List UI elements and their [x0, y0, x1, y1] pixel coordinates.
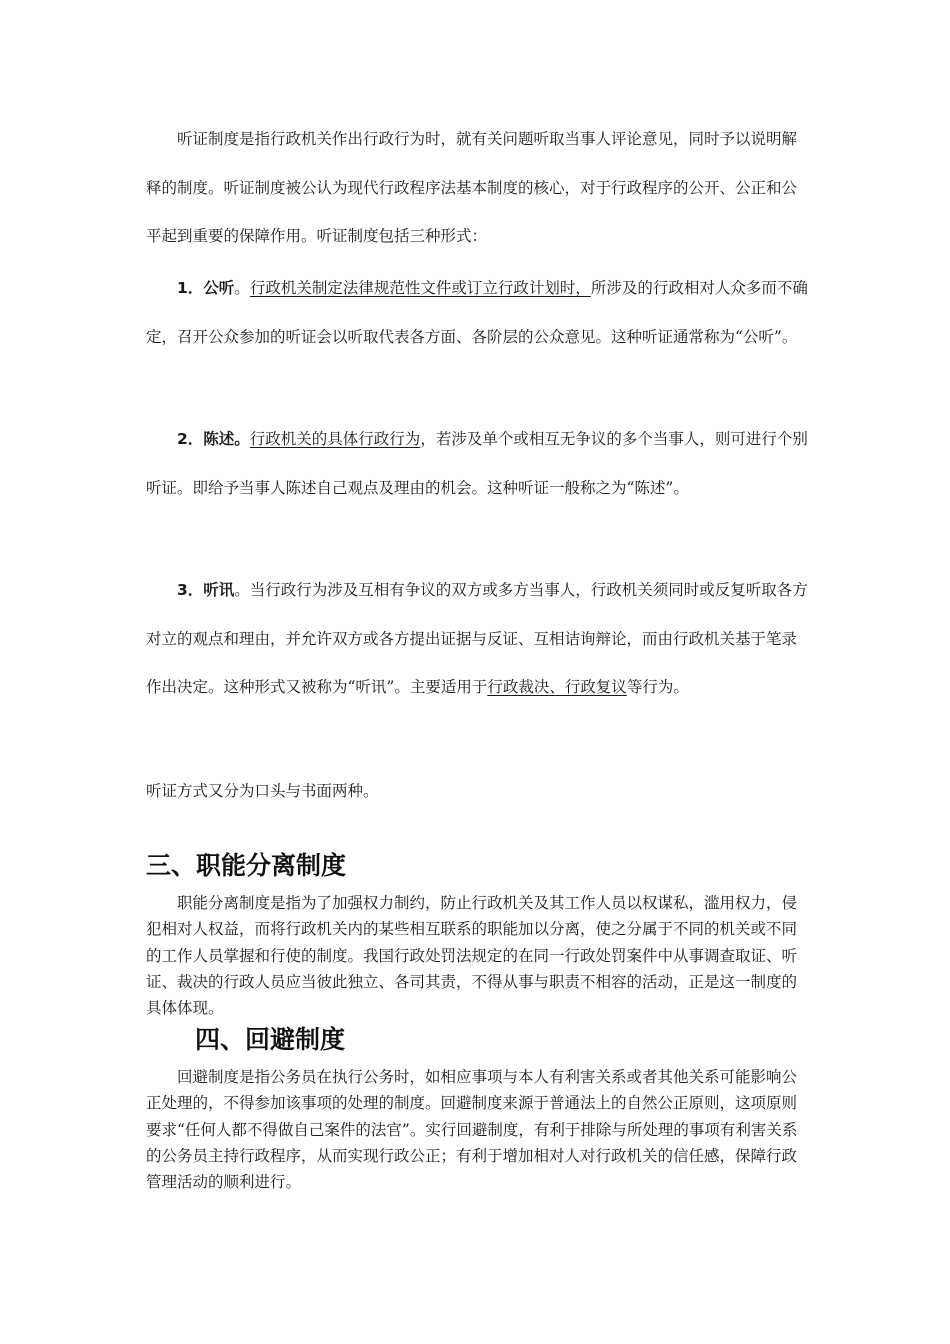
section-4-body: 回避制度是指公务员在执行公务时，如相应事项与本人有利害关系或者其他关系可能影响公正处理的，不得参加该事项的处理的制度。回避制度来源于普通法上的自然公正原则，这项原则要求“任何人都不得做自己案件的法官”。实行回避制度，有利于排除与所处理的事项有利害关系的公务员主持行政程序，从而实现行政公正；有利于增加相对人对行政机关的信任感，保障行政管理活动的顺利进行。 [146, 1068, 798, 1192]
form-2-statement [146, 415, 811, 512]
form-1-public-hearing [146, 264, 811, 361]
form-1-sep: 。 [234, 279, 250, 297]
form-1-lead: 1．公听 [177, 279, 235, 297]
form-3-inquiry [146, 566, 811, 712]
form-1-underlined: 行政机关制定法律规范性文件或订立行政计划时， [249, 279, 591, 297]
form-1-rest: 所涉及的行政相对人众多而不确定，召开公众参加的听证会以听取代表各方面、各阶层的公众意见。这种听证通常称为“公听”。 [146, 279, 808, 346]
section-3-body: 职能分离制度是指为了加强权力制约，防止行政机关及其工作人员以权谋私，滥用权力，侵犯相对人权益，而将行政机关内的某些相互联系的职能加以分离，使之分属于不同的机关或不同的工作人员掌握和行使的制度。我国行政处罚法规定的在同一行政处罚案件中从事调查取证、听证、裁决的行政人员应当彼此独立、各司其责，不得从事与职责不相容的活动，正是这一制度的具体体现。 [146, 894, 798, 1018]
section-4-heading: 四、回避制度 [195, 1025, 346, 1054]
form-2-underlined: 行政机关的具体行政行为 [249, 430, 421, 448]
section-3-heading: 三、职能分离制度 [146, 851, 347, 880]
form-3-lead: 3．听讯 [177, 581, 235, 599]
form-2-lead: 2．陈述。 [177, 430, 250, 448]
form-2-rest: ，若涉及单个或相互无争议的多个当事人，则可进行个别听证。即给予当事人陈述自己观点及理由的机会。这种听证一般称之为“陈述”。 [146, 430, 808, 497]
intro-paragraph: 听证制度是指行政机关作出行政行为时，就有关问题听取当事人评论意见，同时予以说明解释的制度。听证制度被公认为现代行政程序法基本制度的核心，对于行政程序的公开、公正和公平起到重要的保障作用。听证制度包括三种形式： [146, 130, 798, 245]
form-3-text-after: 等行为。 [626, 678, 689, 696]
form-3-text-before: 。当行政行为涉及互相有争议的双方或多方当事人，行政机关须同时或反复听取各方对立的观点和理由，并允许双方或各方提出证据与反证、互相诘询辩论，而由行政机关基于笔录作出决定。这种形式又被称为“听讯”。主要适用于 [146, 581, 808, 696]
form-3-underlined: 行政裁决、行政复议 [487, 678, 627, 696]
hearing-modes-paragraph: 听证方式又分为口头与书面两种。 [146, 782, 379, 800]
